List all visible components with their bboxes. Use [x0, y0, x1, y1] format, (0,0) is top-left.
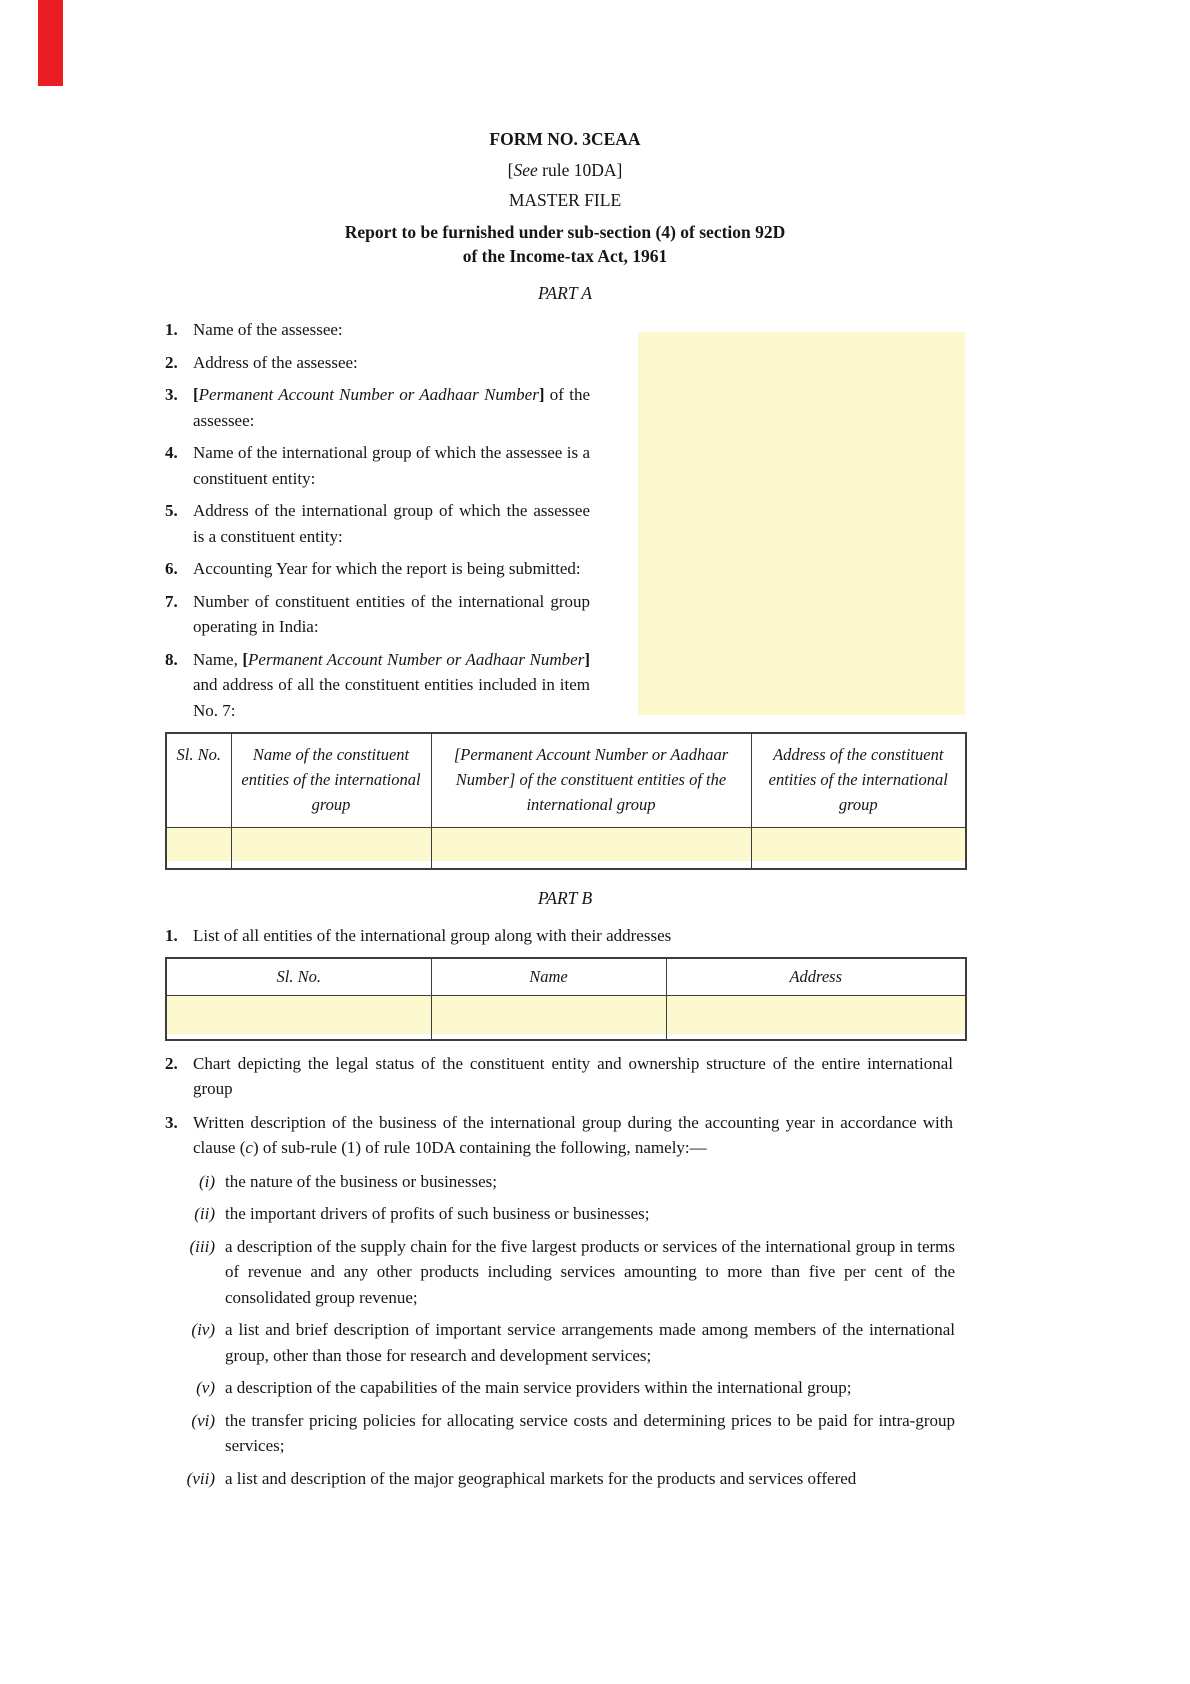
item-text: [Permanent Account Number or Aadhaar Number] of the assessee:	[193, 385, 590, 430]
column-header-sl-no: Sl. No.	[166, 733, 231, 828]
left-margin-red-marker	[38, 0, 63, 86]
part-b-item-3	[165, 1110, 953, 1161]
table-cell	[666, 995, 966, 1040]
sub-item-vi	[165, 1408, 955, 1459]
sub-item-text: a list and description of the major geographical markets for the products and services offered	[225, 1468, 857, 1488]
part-a-item-7	[165, 589, 590, 640]
item-text: Name, [Permanent Account Number or Aadhaar Number] and address of all the constituent entities included in item No. 7:	[193, 649, 590, 720]
sub-item-number: (vi)	[191, 1410, 215, 1430]
sub-item-number: (i)	[198, 1171, 215, 1191]
item-number: 6.	[165, 559, 178, 578]
entities-list-table	[165, 957, 967, 1041]
column-header-pan: [Permanent Account Number or Aadhaar Number] of the constituent entities of the international group	[431, 733, 751, 828]
table-row	[166, 995, 966, 1040]
item-text: Name of the assessee:	[193, 320, 343, 339]
part-a-item-2	[165, 350, 590, 376]
item-number: 4.	[165, 443, 178, 462]
report-title-line1: Report to be furnished under sub-section (4) of section 92D	[344, 222, 786, 242]
sub-item-iv	[165, 1317, 955, 1368]
part-b-item-3-sublist	[165, 1169, 953, 1492]
sub-item-i	[165, 1169, 955, 1195]
part-a-item-6	[165, 556, 590, 582]
item-text: List of all entities of the international group along with their addresses	[193, 926, 672, 945]
part-a-item-4	[165, 440, 590, 491]
sl-no-input[interactable]	[167, 828, 231, 861]
sub-item-number: (vii)	[186, 1468, 215, 1488]
part-b-heading: PART B	[537, 888, 593, 908]
item-number: 3.	[165, 385, 178, 404]
address-input[interactable]	[667, 996, 966, 1034]
item-text: Written description of the business of the international group during the accounting year in accordance with clause (c) of sub-rule (1) of rule 10DA containing the following, namely:—	[193, 1112, 953, 1157]
sub-item-v	[165, 1375, 955, 1401]
item-number: 2.	[165, 1053, 178, 1073]
item-number: 3.	[165, 1112, 178, 1132]
table-row	[166, 828, 966, 870]
table-header-row	[166, 733, 966, 828]
address-input[interactable]	[752, 828, 966, 861]
part-a-answers-input-area[interactable]	[638, 332, 965, 715]
item-text: Number of constituent entities of the international group operating in India:	[193, 591, 590, 636]
table-cell	[751, 828, 966, 870]
sub-item-text: a list and brief description of important service arrangements made among members of the international group, other than those for research and development services;	[225, 1320, 955, 1365]
table-cell	[431, 995, 666, 1040]
form-number-title: FORM NO. 3CEAA	[489, 129, 641, 149]
item-text: Accounting Year for which the report is being submitted:	[193, 559, 581, 578]
item-number: 8.	[165, 649, 178, 669]
item-text: Name of the international group of which the assessee is a constituent entity:	[193, 443, 590, 488]
table-cell	[166, 828, 231, 870]
form-content	[165, 128, 965, 1498]
entities-list-table-wrap	[165, 957, 953, 1041]
sub-item-number: (iv)	[191, 1320, 215, 1339]
sl-no-input[interactable]	[167, 996, 431, 1034]
column-header-name: Name of the constituent entities of the international group	[231, 733, 431, 828]
part-a-item-8	[165, 647, 590, 724]
sub-item-vii	[165, 1466, 955, 1492]
sub-item-number: (iii)	[189, 1236, 215, 1256]
column-header-sl-no: Sl. No.	[166, 958, 431, 996]
item-text: Address of the assessee:	[193, 352, 358, 372]
sub-item-text: the transfer pricing policies for allocating service costs and determining prices to be paid for intra-group services;	[225, 1410, 955, 1455]
column-header-name: Name	[431, 958, 666, 996]
part-a-item-3	[165, 382, 590, 433]
item-text: Address of the international group of which the assessee is a constituent entity:	[193, 501, 590, 546]
part-b-section	[165, 923, 953, 1491]
column-header-address: Address of the constituent entities of the international group	[751, 733, 966, 828]
part-a-item-5	[165, 498, 590, 549]
part-a-section	[165, 317, 965, 730]
table-header-row	[166, 958, 966, 996]
master-file-title: MASTER FILE	[508, 190, 622, 210]
item-text: Chart depicting the legal status of the constituent entity and ownership structure of the entire international group	[193, 1053, 953, 1098]
constituent-entities-table	[165, 732, 967, 870]
item-number: 2.	[165, 352, 178, 372]
sub-item-iii	[165, 1234, 955, 1311]
part-a-items	[165, 317, 590, 730]
rule-reference: [See rule 10DA]	[507, 160, 623, 180]
table-cell	[431, 828, 751, 870]
item-number: 1.	[165, 320, 178, 339]
part-b-item-2	[165, 1051, 953, 1102]
sub-item-text: a description of the supply chain for the five largest products or services of the international group in terms of revenue and any other products including services amounting to more than five per cent of the consolidated group revenue;	[225, 1236, 955, 1307]
sub-item-text: the important drivers of profits of such business or businesses;	[225, 1204, 650, 1223]
item-number: 7.	[165, 591, 178, 611]
sub-item-text: a description of the capabilities of the main service providers within the international group;	[225, 1378, 852, 1397]
pan-input[interactable]	[432, 828, 751, 861]
part-b-item-1	[165, 923, 953, 949]
table-cell	[231, 828, 431, 870]
sub-item-number: (v)	[196, 1378, 215, 1397]
column-header-address: Address	[666, 958, 966, 996]
table-cell	[166, 995, 431, 1040]
item-number: 5.	[165, 501, 178, 520]
item-number: 1.	[165, 926, 178, 945]
name-input[interactable]	[432, 996, 666, 1034]
sub-item-ii	[165, 1201, 955, 1227]
part-a-heading: PART A	[538, 283, 592, 303]
name-input[interactable]	[232, 828, 431, 861]
sub-item-number: (ii)	[194, 1204, 215, 1223]
report-title-line2: of the Income-tax Act, 1961	[462, 246, 668, 266]
sub-item-text: the nature of the business or businesses;	[225, 1171, 497, 1191]
part-a-item-1	[165, 317, 590, 343]
